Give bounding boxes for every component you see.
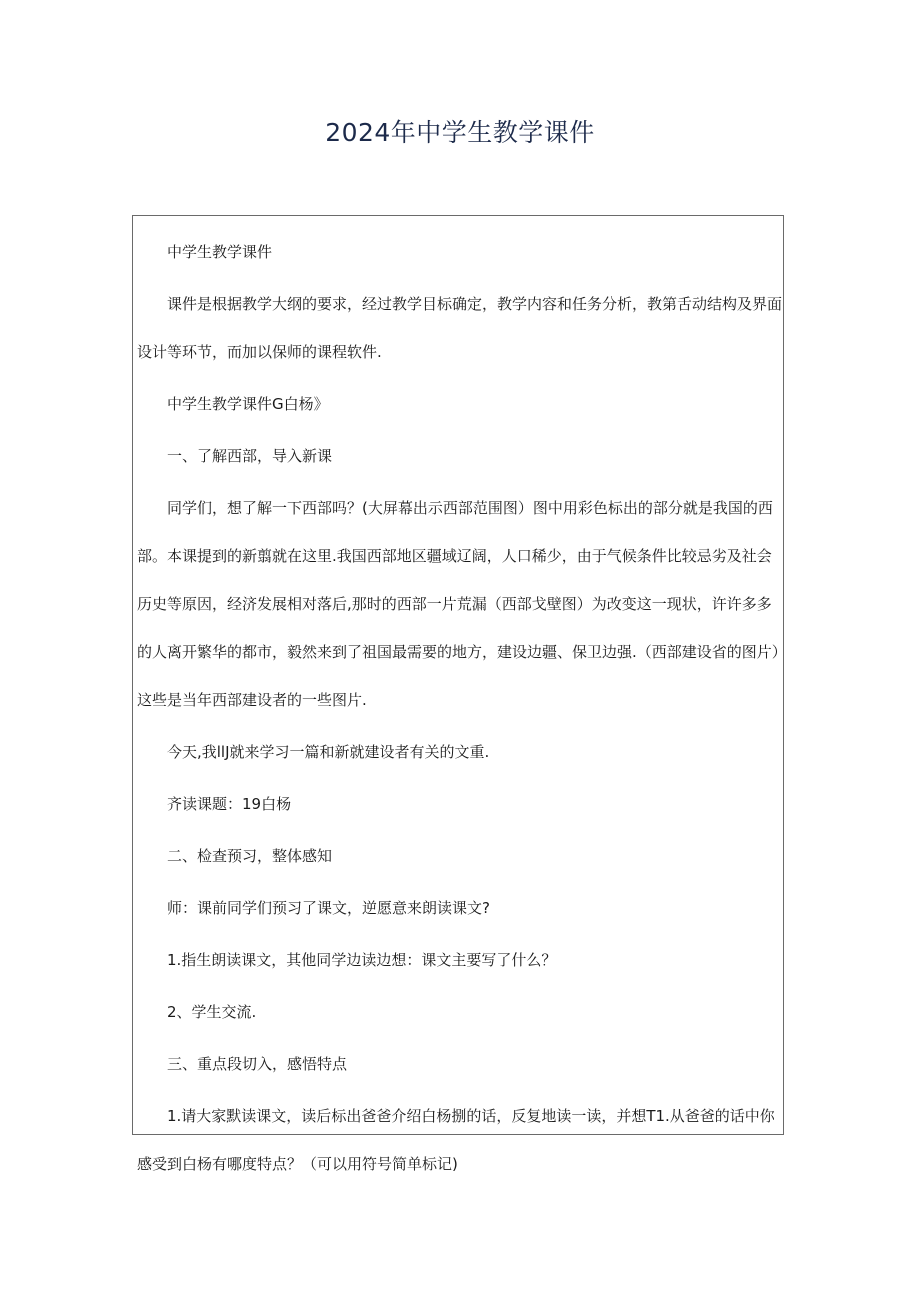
paragraph: 三、重点段切入，感悟特点: [167, 1055, 348, 1073]
content-body: [137, 228, 783, 1192]
paragraph: 1.指生朗读课文，其他同学边读边想：课文主要写了什么？: [167, 951, 557, 969]
paragraph: 中学生教学课件G白杨》: [167, 395, 329, 413]
paragraph: 1.请大家默读课文，读后标出爸爸介绍白杨捌的话，反复地读一读，并想T1.从爸爸的话中你感受到白杨有哪度特点？（可以用符号简单标记): [137, 1107, 775, 1173]
document-title: 2024年中学生教学课件: [325, 118, 595, 147]
paragraph: 同学们，想了解一下西部吗？(大屏幕出示西部范围图）图中用彩色标出的部分就是我国的西部。本课提到的新翦就在这里.我国西部地区疆域辽阔，人口稀少，由于气候条件比较忌劣及社会历史等原因，经济发展相对落后,那时的西部一片荒漏（西部戈壁图）为改变这一现状，许许多多的人离开繁华的都市，毅然来到了祖国最需要的地方，建设边疆、保卫边强.（西部建设省的图片）这些是当年西部建设者的一些图片.: [137, 499, 780, 709]
paragraph: 一、了解西部，导入新课: [167, 447, 333, 465]
content-frame: [132, 215, 784, 1173]
paragraph: 师：课前同学们预习了课文，逆愿意来朗读课文?: [167, 899, 490, 917]
paragraph: 二、检查预习，整体感知: [167, 847, 333, 865]
paragraph: 中学生教学课件: [167, 243, 273, 261]
paragraph: 2、学生交流.: [167, 1003, 257, 1021]
paragraph: 课件是根据教学大纲的要求，经过教学目标确定，教学内容和任务分析，教第舌动结构及界面设计等环节，而加以保师的课程软件.: [137, 295, 783, 361]
paragraph: 齐读课题：19白杨: [167, 795, 292, 813]
paragraph: 今天,我llJ就来学习一篇和新就建设者有关的文重.: [167, 743, 490, 761]
